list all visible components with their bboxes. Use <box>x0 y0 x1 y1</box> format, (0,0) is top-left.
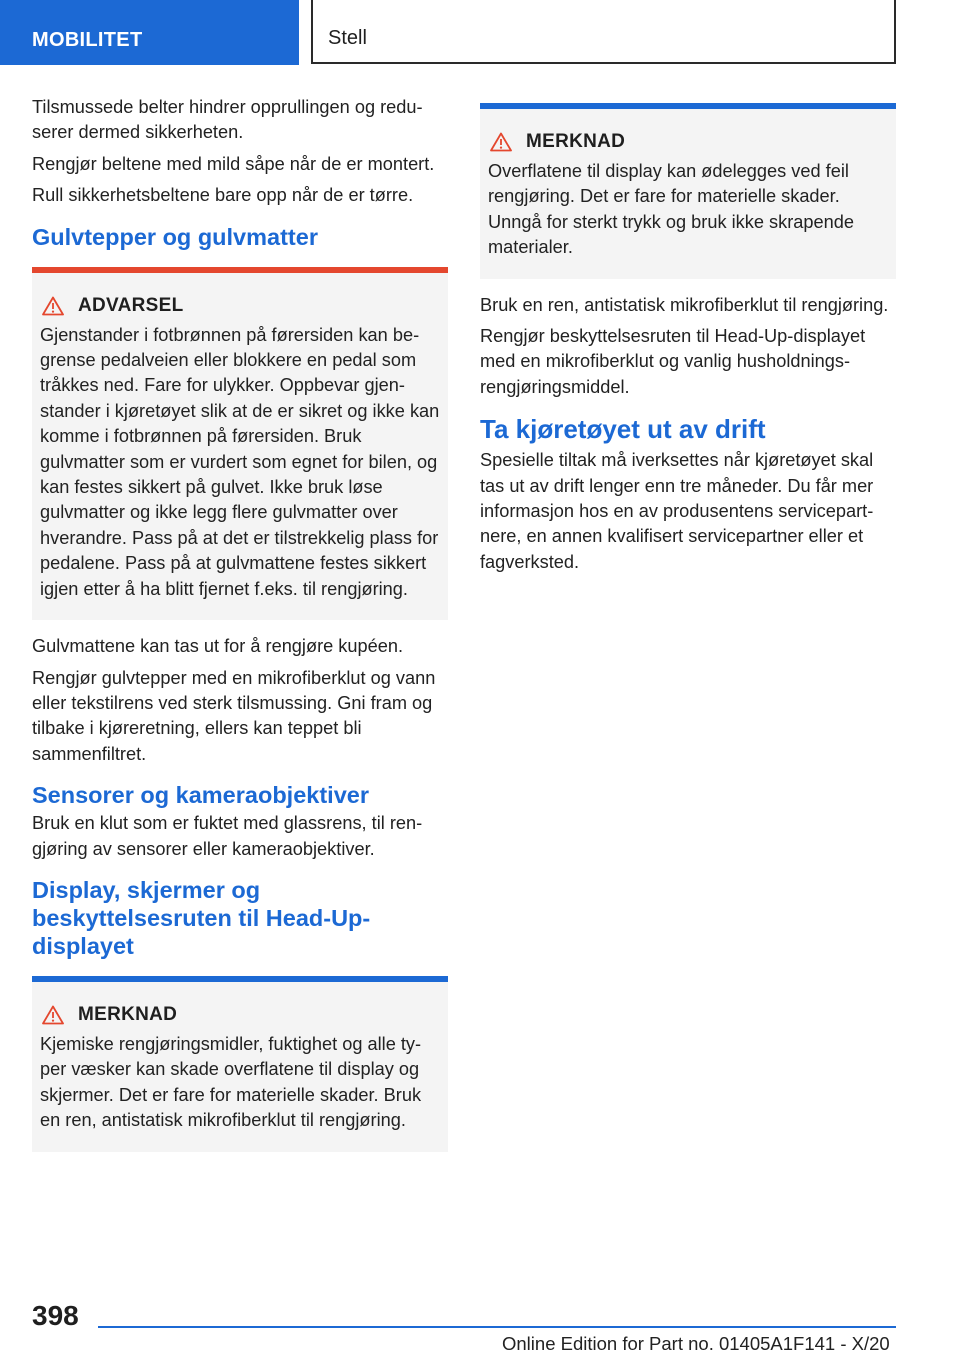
page-number: 398 <box>32 1300 79 1331</box>
footer-divider <box>98 1326 896 1328</box>
warning-text: Gjenstander i fotbrønnen på førersiden kan begrense pedalveien eller blokkere en pedal som tråkkes ned. Fare for ulykker. Oppbevar gjenstander i kjøretøyet slik at de er sikret og ikke kan komme i fotbrønnen på førersiden. Bruk gulvmatter som er vurdert som egnet for bilen, og kan festes sikkert på gulvet. Ikke bruk løse gulvmatter og ikke legg flere gulvmatter over hverandre. Pass på at det er tilstrekkelig plass for pedalene. Pass på at gulvmattene festes sikkert igjen etter å ha blitt fjernet f.eks. til rengjøring. <box>40 324 440 599</box>
note-box <box>480 103 896 279</box>
header-section-tab <box>0 0 299 65</box>
right-column <box>480 103 896 581</box>
note-title: MERKNAD <box>78 1003 178 1025</box>
note-box <box>32 976 448 1152</box>
warning-triangle-icon <box>42 1005 64 1025</box>
note-text: Kjemiske rengjøringsmidler, fuktighet og alle typer væsker kan skade overflatene til display og skjermer. Det er fare for materielle skader. Bruk en ren, antistatisk mikrofiberklut til rengjøring. <box>40 1033 422 1131</box>
header-topic-box <box>311 0 896 64</box>
footer-edition-text: Online Edition for Part no. 01405A1F141 - X/20 <box>502 1333 890 1354</box>
header-topic-label: Stell <box>328 27 367 49</box>
main-heading-ta-ut-av-drift: Ta kjøretøyet ut av drift <box>480 414 766 445</box>
note-box-header <box>40 1004 440 1026</box>
paragraph: Gulvmattene kan tas ut for å rengjøre kupéen. <box>32 636 404 657</box>
paragraph: Rull sikkerhetsbeltene bare opp når de er tørre. <box>32 185 414 206</box>
paragraph: Rengjør beskyttelsesruten til Head-Up-displayet med en mikrofiberklut og vanlig husholdningsrengjøringsmiddel. <box>480 326 866 397</box>
warning-triangle-icon <box>42 296 64 316</box>
note-text: Overflatene til display kan ødelegges ved feil rengjøring. Det er fare for materielle skader. Unngå for sterkt trykk og bruk ikke skrapende materialer. <box>488 161 854 258</box>
section-heading-sensorer: Sensorer og kameraobjektiver <box>32 782 369 809</box>
header-section-label: MOBILITET <box>32 29 143 51</box>
paragraph: Tilsmussede belter hindrer opprullingen og reduserer dermed sikkerheten. <box>32 97 423 143</box>
note-box-header <box>488 131 888 153</box>
paragraph: Rengjør beltene med mild såpe når de er montert. <box>32 153 435 174</box>
section-heading-display: Display, skjermer og beskyttelsesruten til Head-Up-displayet <box>32 876 371 959</box>
warning-box <box>32 267 448 620</box>
paragraph: Bruk en klut som er fuktet med glassrens, til rengjøring av sensorer eller kameraobjektiver. <box>32 813 423 859</box>
section-heading-gulvtepper: Gulvtepper og gulvmatter <box>32 223 318 250</box>
warning-triangle-icon <box>490 132 512 152</box>
warning-box-header <box>40 295 440 317</box>
paragraph: Spesielle tiltak må iverksettes når kjøretøyet skal tas ut av drift lenger enn tre måneder. Du får mer informasjon hos en av produsentens servicepartnere, en annen kvalifisert servicepartner eller et fagverksted. <box>480 450 874 572</box>
warning-title: ADVARSEL <box>78 294 184 316</box>
note-title: MERKNAD <box>526 131 626 152</box>
left-column <box>32 95 448 1166</box>
paragraph: Bruk en ren, antistatisk mikrofiberklut til rengjøring. <box>480 294 889 315</box>
paragraph: Rengjør gulvtepper med en mikrofiberklut og vann eller tekstilrens ved sterk tilsmussing. Gni fram og tilbake i kjøreretning, ellers kan teppet bli sammenfiltret. <box>32 667 436 764</box>
